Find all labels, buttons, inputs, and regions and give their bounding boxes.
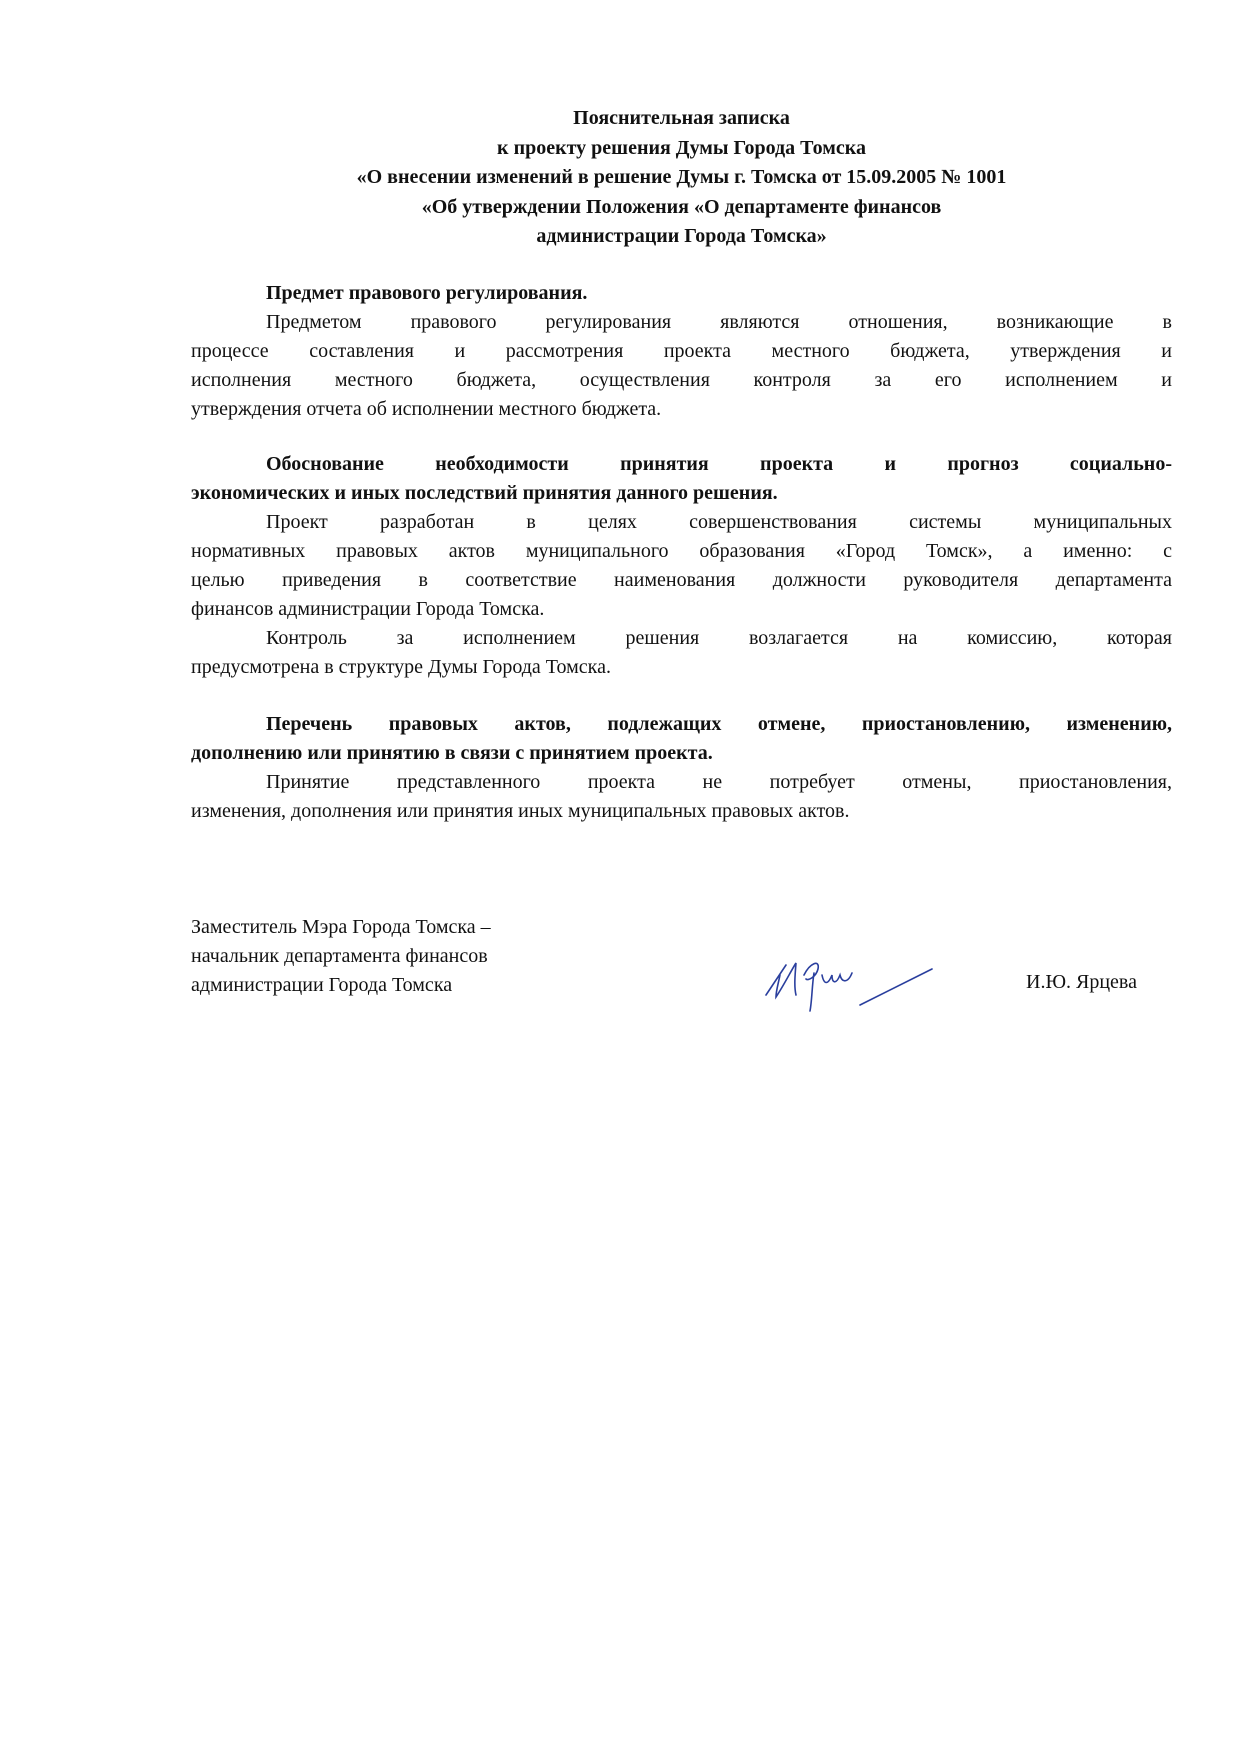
handwritten-signature [762,945,942,1015]
paragraph-line: Предметом правового регулирования являются отношения, возникающие в [266,311,1172,333]
position-line: Заместитель Мэра Города Томска – [191,916,491,938]
paragraph-line: Принятие представленного проекта не потребует отмены, приостановления, [266,771,1172,793]
paragraph-line: утверждения отчета об исполнении местного бюджета. [191,398,662,420]
section-subject [191,279,1172,424]
paragraph-line: финансов администрации Города Томска. [191,598,545,620]
paragraph-line: нормативных правовых актов муниципального образования «Город Томск», а именно: с [191,540,1172,562]
title-line: «О внесении изменений в решение Думы г. Томска от 15.09.2005 № 1001 [356,166,1007,188]
signatory-name: И.Ю. Ярцева [1026,971,1137,993]
paragraph-line: исполнения местного бюджета, осуществления контроля за его исполнением и [191,369,1172,391]
signatory-position [191,913,491,1000]
section-heading: экономических и иных последствий принятия данного решения. [191,482,778,504]
section-heading: дополнению или принятию в связи с принятием проекта. [191,742,713,764]
paragraph-line: изменения, дополнения или принятия иных муниципальных правовых актов. [191,800,850,822]
paragraph-line: процессе составления и рассмотрения проекта местного бюджета, утверждения и [191,340,1172,362]
title-line: к проекту решения Думы Города Томска [497,136,866,159]
section-legal-acts [191,710,1172,826]
paragraph-line: Контроль за исполнением решения возлагается на комиссию, которая [266,627,1172,649]
paragraph-line: Проект разработан в целях совершенствования системы муниципальных [266,511,1172,533]
title-line: Пояснительная записка [573,107,790,129]
paragraph-line: целью приведения в соответствие наименования должности руководителя департамента [191,569,1172,591]
position-line: начальник департамента финансов [191,945,488,967]
title-line: администрации Города Томска» [536,225,827,247]
section-heading: Предмет правового регулирования. [266,282,588,304]
position-line: администрации Города Томска [191,974,453,996]
section-rationale [191,450,1172,682]
document-title [191,104,1172,252]
section-heading: Обоснование необходимости принятия проекта и прогноз социально- [266,453,1172,475]
title-line: «Об утверждении Положения «О департаменте финансов [421,195,942,218]
paragraph-line: предусмотрена в структуре Думы Города Томска. [191,656,611,678]
section-heading: Перечень правовых актов, подлежащих отмене, приостановлению, изменению, [266,713,1172,735]
